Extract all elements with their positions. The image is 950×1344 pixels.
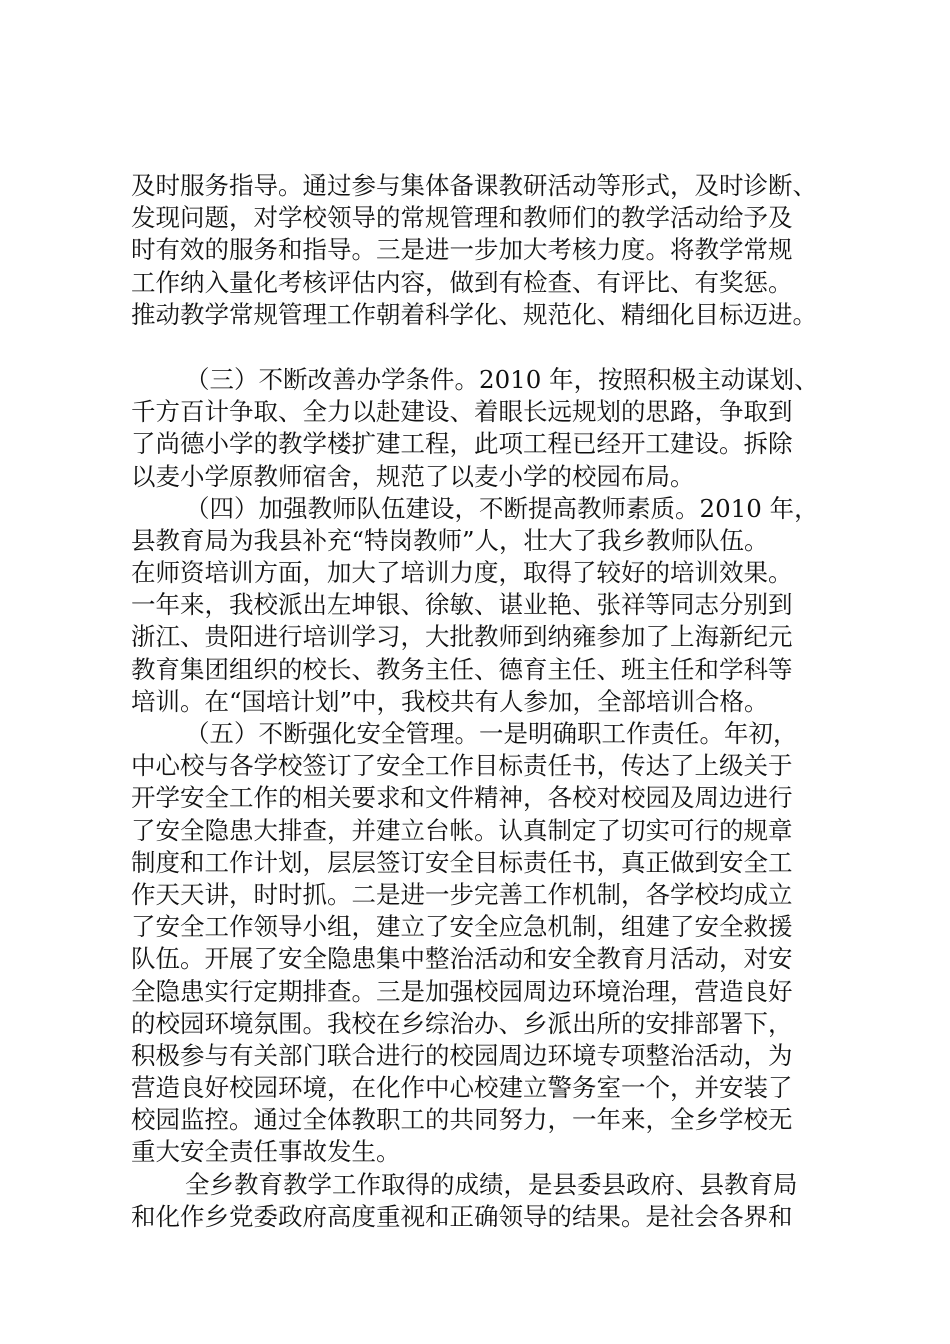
text-line: 推动教学常规管理工作朝着科学化、规范化、精细化目标迈进。	[131, 299, 817, 329]
text-line: 以麦小学原教师宿舍，规范了以麦小学的校园布局。	[131, 461, 695, 491]
text-line: 校园监控。通过全体教职工的共同努力，一年来，全乡学校无	[131, 1105, 793, 1135]
text-line: （三）不断改善办学条件。2010 年，按照积极主动谋划、	[185, 364, 819, 394]
text-line: （五）不断强化安全管理。一是明确职工作责任。年初，	[185, 719, 798, 748]
paragraph-3	[131, 493, 843, 718]
text-line: 时有效的服务和指导。三是进一步加大考核力度。将教学常规	[131, 235, 793, 265]
text-line: 制度和工作计划，层层签订安全目标责任书，真正做到安全工	[131, 847, 793, 877]
text-line: 工作纳入量化考核评估内容，做到有检查、有评比、有奖惩。	[131, 267, 793, 297]
text-line: 的校园环境氛围。我校在乡综治办、乡派出所的安排部署下，	[131, 1008, 793, 1038]
text-line: 作天天讲，时时抓。二是进一步完善工作机制，各学校均成立	[131, 879, 793, 909]
text-line: 队伍。开展了安全隐患集中整治活动和安全教育月活动，对安	[131, 944, 793, 974]
text-line: 了安全隐患大排查，并建立台帐。认真制定了切实可行的规章	[131, 815, 793, 845]
document-body	[131, 170, 843, 1233]
text-line: 和化作乡党委政府高度重视和正确领导的结果。是社会各界和	[131, 1201, 793, 1231]
text-line: 全隐患实行定期排查。三是加强校园周边环境治理，营造良好	[131, 976, 793, 1006]
text-line: （四）加强教师队伍建设，不断提高教师素质。2010 年，	[185, 493, 819, 523]
paragraph-5	[131, 1169, 843, 1233]
text-line: 县教育局为我县补充“特岗教师”人，壮大了我乡教师队伍。	[131, 525, 769, 555]
text-line: 发现问题，对学校领导的常规管理和教师们的教学活动给予及	[131, 203, 793, 233]
text-line: 培训。在“国培计划”中，我校共有人参加，全部培训合格。	[131, 686, 769, 716]
text-line: 积极参与有关部门联合进行的校园周边环境专项整治活动，为	[131, 1040, 793, 1070]
text-line: 了尚德小学的教学楼扩建工程，此项工程已经开工建设。拆除	[131, 429, 793, 459]
text-line: 千方百计争取、全力以赴建设、着眼长远规划的思路，争取到	[131, 397, 793, 427]
paragraph-1	[131, 170, 843, 331]
text-line: 了安全工作领导小组，建立了安全应急机制，组建了安全救援	[131, 912, 793, 942]
text-line: 浙江、贵阳进行培训学习，大批教师到纳雍参加了上海新纪元	[131, 622, 793, 652]
text-line: 在师资培训方面，加大了培训力度，取得了较好的培训效果。	[131, 558, 793, 588]
text-line: 全乡教育教学工作取得的成绩，是县委县政府、县教育局	[185, 1169, 798, 1199]
text-line: 教育集团组织的校长、教务主任、德育主任、班主任和学科等	[131, 654, 793, 684]
paragraph-4	[131, 718, 843, 1169]
text-line: 中心校与各学校签订了安全工作目标责任书，传达了上级关于	[131, 751, 793, 781]
paragraph-gap	[131, 331, 843, 364]
text-line: 开学安全工作的相关要求和文件精神，各校对校园及周边进行	[131, 783, 793, 813]
paragraph-2	[131, 364, 843, 493]
text-line: 营造良好校园环境，在化作中心校建立警务室一个，并安装了	[131, 1073, 793, 1103]
text-line: 及时服务指导。通过参与集体备课教研活动等形式，及时诊断、	[131, 171, 817, 200]
text-line: 重大安全责任事故发生。	[131, 1137, 401, 1167]
text-line: 一年来，我校派出左坤银、徐敏、谌业艳、张祥等同志分别到	[131, 590, 793, 620]
